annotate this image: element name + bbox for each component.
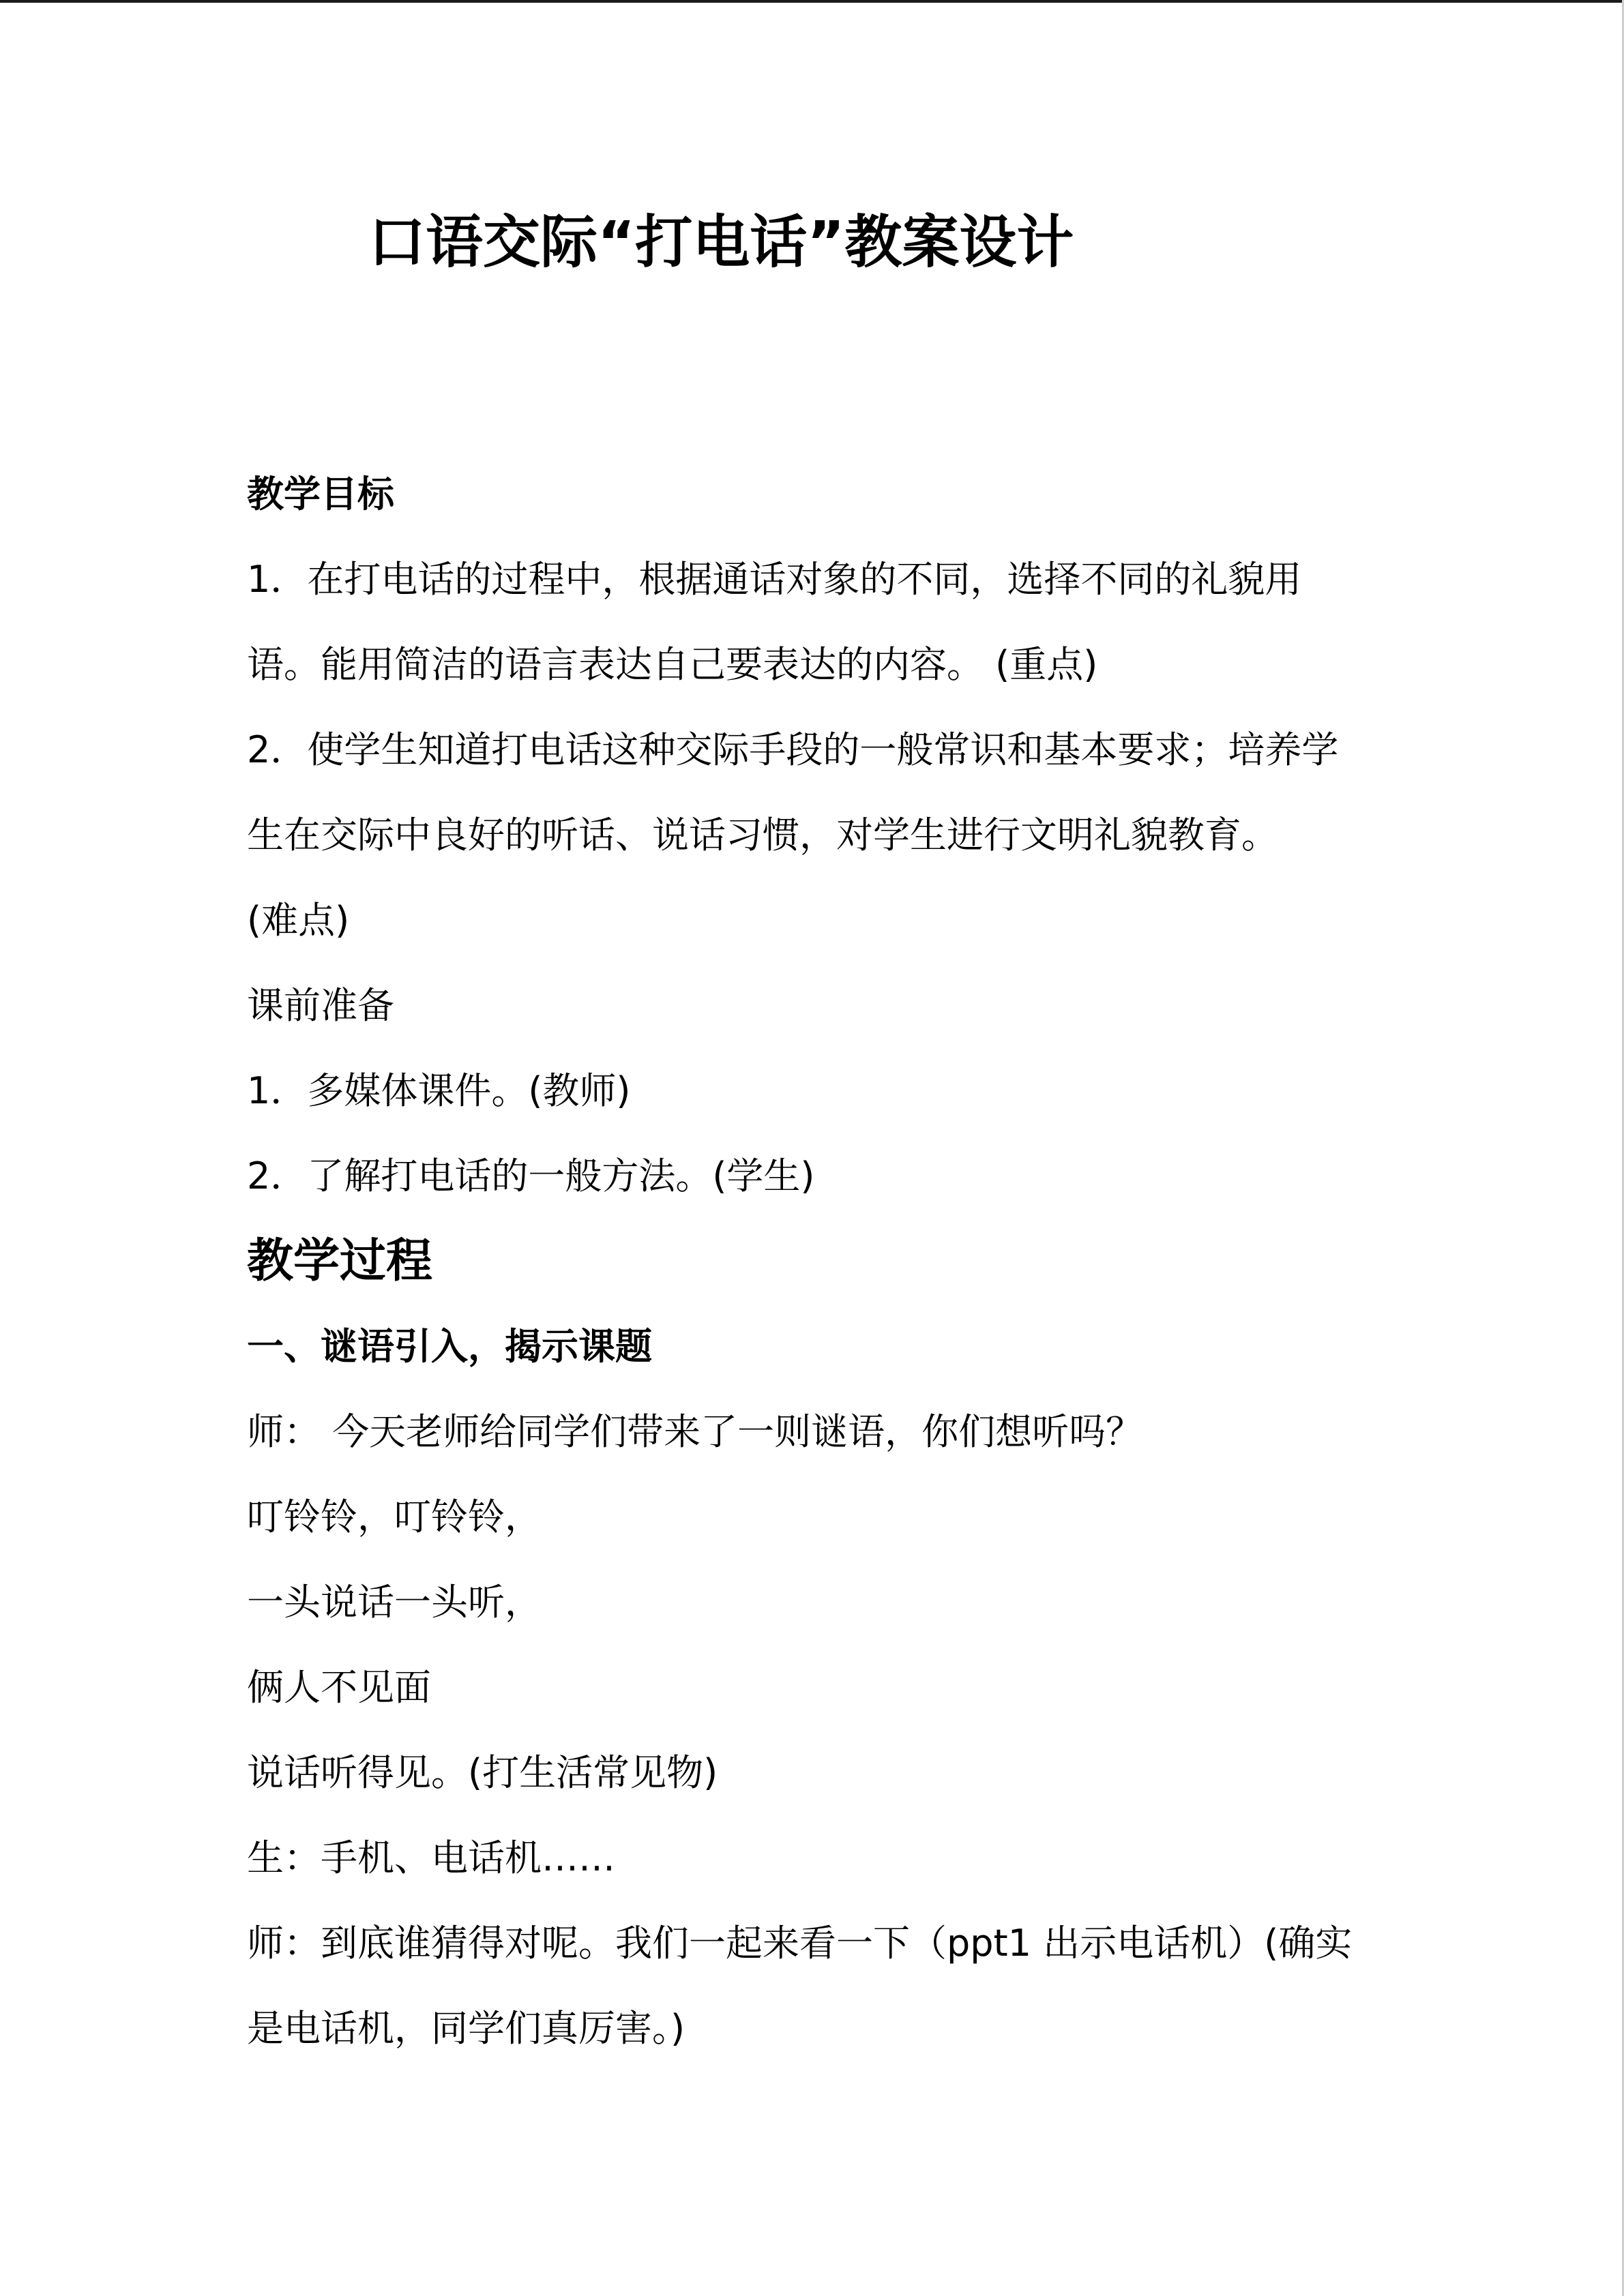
student-line-1: 生：手机、电话机…… (247, 1836, 615, 1879)
objective-1-line-1: 1．在打电话的过程中，根据通话对象的不同，选择不同的礼貌用 (247, 558, 1302, 601)
objectives-heading: 教学目标 (247, 473, 394, 516)
objective-1-line-2: 语。能用简洁的语言表达自己要表达的内容。 (重点) (247, 643, 1098, 686)
prep-item-2: 2．了解打电话的一般方法。(学生) (247, 1154, 815, 1197)
teacher-line-2b: 是电话机，同学们真厉害。) (247, 2007, 685, 2050)
riddle-line-2: 一头说话一头听， (247, 1581, 542, 1624)
prep-item-1: 1．多媒体课件。(教师) (247, 1069, 631, 1112)
objective-2-line-3: (难点) (247, 899, 350, 942)
page-top-border (0, 0, 1624, 3)
teacher-line-1: 师： 今天老师给同学们带来了一则谜语，你们想听吗？ (247, 1410, 1143, 1453)
objective-2-line-2: 生在交际中良好的听话、说话习惯，对学生进行文明礼貌教育。 (247, 814, 1278, 856)
riddle-line-3: 俩人不见面 (247, 1666, 431, 1709)
teacher-line-2a: 师：到底谁猜得对呢。我们一起来看一下（ppt1 出示电话机）(确实 (247, 1922, 1353, 1965)
step-1-heading: 一、谜语引入，揭示课题 (247, 1325, 652, 1368)
riddle-line-4: 说话听得见。(打生活常见物) (247, 1751, 718, 1794)
objective-2-line-1: 2．使学生知道打电话这种交际手段的一般常识和基本要求；培养学 (247, 728, 1339, 771)
process-heading: 教学过程 (247, 1234, 433, 1288)
document-title: 口语交际“打电话”教案设计 (368, 209, 1074, 275)
riddle-line-1: 叮铃铃，叮铃铃， (247, 1495, 542, 1538)
prep-heading: 课前准备 (247, 984, 394, 1027)
